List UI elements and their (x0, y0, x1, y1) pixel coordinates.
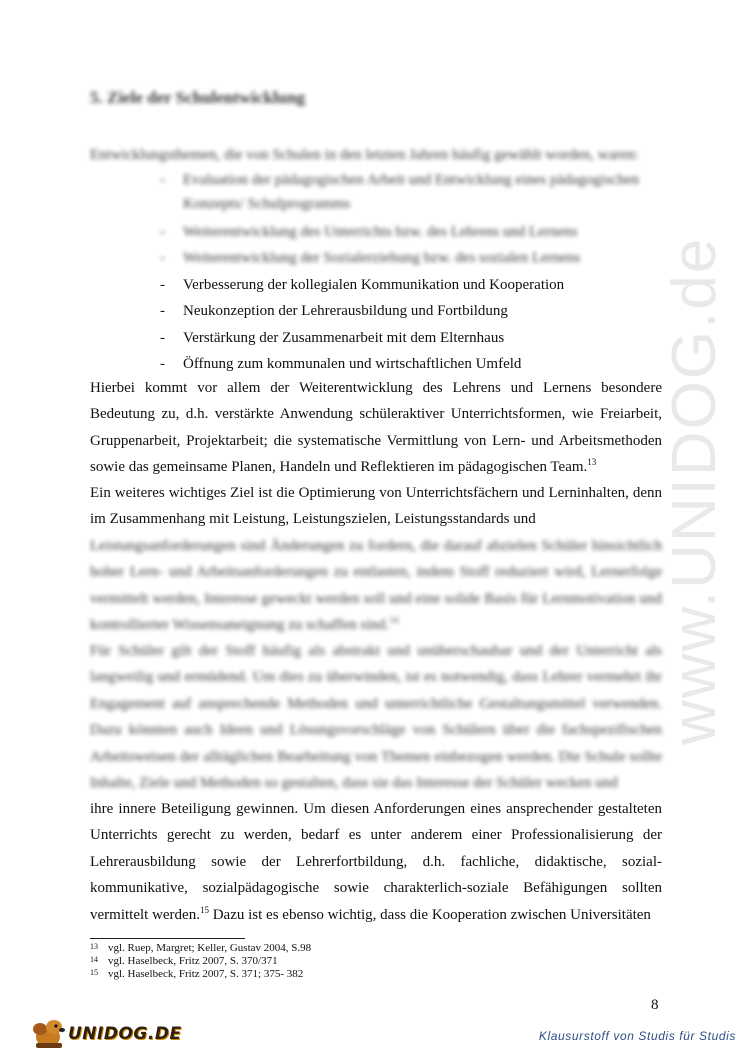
footnotes (90, 942, 311, 981)
unidog-logo (30, 1015, 182, 1051)
list-item: - Weiterentwicklung des Unterrichts bzw. des Lehrens und Lernens (160, 224, 578, 240)
footnote-separator (90, 938, 245, 939)
footnote-ref: 13 (587, 457, 597, 468)
list-item: - Verbesserung der kollegialen Kommunikation und Kooperation (160, 276, 565, 293)
list-item: - Weiterentwicklung der Sozialerziehung bzw. des sozialen Lernens (160, 250, 581, 267)
goals-list (160, 168, 662, 377)
paragraph-1: Hierbei kommt vor allem der Weiterentwicklung des Lehrens und Lernens besondere Bedeutung zu, d.h. verstärkte Anwendung schüleraktiver Unterrichtsformen, wie Freiarbeit, Gruppenarbeit, Projektarbeit; die systematische Vermittlung von Lern- und Arbeitsmethoden sowie das gemeinsame Planen, Handeln und Reflektieren im pädagogischen Team.$^{13}$ (90, 380, 662, 476)
list-item: - Verstärkung der Zusammenarbeit mit dem Elternhaus (160, 329, 505, 346)
footnote-ref: 15 (199, 904, 209, 915)
page-number: 8 (651, 997, 659, 1013)
footer-slogan: Klausurstoff von Studis für Studis (538, 1029, 736, 1043)
footnote: 13 vgl. Ruep, Margret; Keller, Gustav 2004, S.98 (90, 942, 312, 954)
paragraph-2-clear: Ein weiteres wichtiges Ziel ist die Optimierung von Unterrichtsfächern und Lerninhalten, denn im Zusammenhang mit Leistung, Leistungszielen, Leistungsstandards und (90, 485, 662, 528)
footnote: 15 vgl. Haselbeck, Fritz 2007, S. 371; 375- 382 (90, 968, 304, 980)
list-item: - Öffnung zum kommunalen und wirtschaftlichen Umfeld (160, 356, 522, 373)
dog-icon (30, 1015, 70, 1051)
list-item: - Neukonzeption der Lehrerausbildung und Fortbildung (160, 303, 508, 320)
paragraph-2-blurred: Leistungsanforderungen sind Änderungen zu fordern, die darauf abzielen Schüler hinsichtlich hoher Lern- und Arbeitsanforderungen zu entlasten, indem Stoff reduziert wird, Lernerfolge vermittelt werden, Interesse geweckt werden soll und eine solide Basis für Lernmotivation und kontrollierter Wissensaneignung zu schaffen sind.$^{14}$ (90, 538, 662, 634)
paragraph-3-clear: ihre innere Beteiligung gewinnen. Um diesen Anforderungen eines ansprechender gestalteten Unterrichts gerecht zu werden, bedarf es unter anderem einer Professionalisierung der Lehrerausbildung sowie der Lehrerfortbildung, d.h. fachliche, didaktische, sozial-kommunikative, sozialpädagogische sowie charakterlich-soziale Befähigungen sollten vermittelt werden.$^{15}$ Dazu ist es ebenso wichtig, dass die Kooperation zwischen Universitäten (90, 801, 662, 923)
footnote: 14 vgl. Haselbeck, Fritz 2007, S. 370/371 (90, 955, 278, 967)
watermark: www.UNIDOG.de (660, 236, 729, 745)
logo-text: UNIDOG.DE (68, 1024, 182, 1044)
section-title: 5. Ziele der Schulentwicklung (90, 88, 306, 107)
paragraph-3-blurred: Für Schüler gilt der Stoff häufig als abstrakt und unüberschaubar und der Unterricht als langweilig und ermüdend. Um dies zu überwinden, ist es notwendig, dass Lehrer vermehrt ihr Engagement auf ansprechende Methoden und unterrichtliche Gestaltungsmittel verwenden. Dazu könnten auch Ideen und Lösungsvorschläge von Schülern über die fachspezifischen Arbeitsweisen der alltäglichen Bearbeitung von Themen einbezogen werden. Die Schule sollte Inhalte, Ziele und Methoden so gestalten, dass sie das Interesse der Schüler wecken und (90, 643, 662, 792)
list-item: - Evaluation der pädagogischen Arbeit und Entwicklung eines pädagogischen Konzepts/ Schulprogramms (160, 172, 640, 212)
intro-paragraph: Entwicklungsthemen, die von Schulen in den letzten Jahren häufig gewählt worden, waren: (90, 147, 639, 163)
